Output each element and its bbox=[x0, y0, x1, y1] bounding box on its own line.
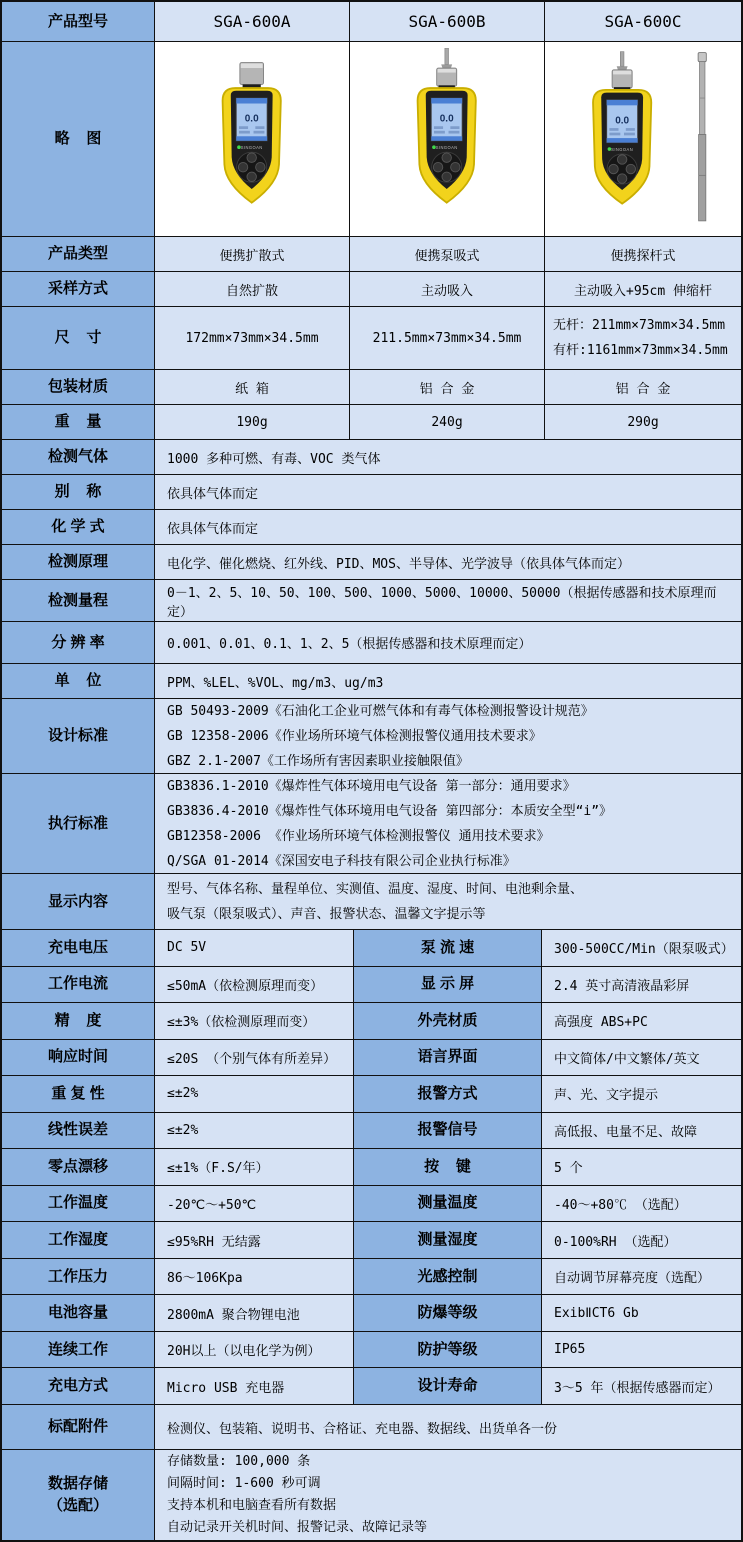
storage-line: 支持本机和电脑查看所有数据 bbox=[167, 1498, 337, 1513]
storage-line: 自动记录开关机时间、报警记录、故障记录等 bbox=[167, 1520, 428, 1535]
label-charging-method: 充电方式 bbox=[2, 1368, 155, 1405]
label-design-standards: 设计标准 bbox=[2, 699, 155, 774]
label-display-content: 显示内容 bbox=[2, 874, 155, 930]
header-model-b: SGA-600B bbox=[350, 2, 545, 42]
value-packaging-b: 铝 合 金 bbox=[350, 370, 545, 405]
row-data-storage bbox=[2, 1450, 741, 1540]
row-charging-method-design-life bbox=[2, 1368, 741, 1405]
label-range: 检测量程 bbox=[2, 580, 155, 622]
device-illustration-sga600a bbox=[188, 48, 315, 230]
label-buttons: 按 键 bbox=[354, 1149, 542, 1186]
label-battery-capacity: 电池容量 bbox=[2, 1295, 155, 1332]
label-display-screen: 显 示 屏 bbox=[354, 967, 542, 1004]
value-charge-voltage: DC 5V bbox=[155, 930, 354, 967]
value-size-b: 211.5mm×73mm×34.5mm bbox=[350, 307, 545, 370]
label-working-pressure: 工作压力 bbox=[2, 1259, 155, 1296]
label-packaging: 包装材质 bbox=[2, 370, 155, 405]
label-measure-humidity: 测量湿度 bbox=[354, 1222, 542, 1259]
header-row bbox=[2, 2, 741, 42]
value-charging-method: Micro USB 充电器 bbox=[155, 1368, 354, 1405]
value-range: 0－1、2、5、10、50、100、500、1000、5000、10000、50000（根据传感器和技术原理而定） bbox=[155, 580, 741, 622]
two-column-spec-section bbox=[2, 930, 741, 1405]
value-pump-flow: 300-500CC/Min（限泵吸式） bbox=[542, 930, 741, 967]
label-working-temp: 工作温度 bbox=[2, 1186, 155, 1223]
label-repeatability: 重 复 性 bbox=[2, 1076, 155, 1113]
value-accuracy: ≤±3%（依检测原理而变） bbox=[155, 1003, 354, 1040]
exec-standard-line: GB12358-2006 《作业场所环境气体检测报警仪 通用技术要求》 bbox=[167, 828, 550, 844]
value-language-ui: 中文简体/中文繁体/英文 bbox=[542, 1040, 741, 1077]
device-illustration-sga600b bbox=[383, 48, 510, 230]
exec-standard-line: GB3836.4-2010《爆炸性气体环境用电气设备 第四部分：本质安全型“i”》 bbox=[167, 803, 613, 819]
label-principle: 检测原理 bbox=[2, 545, 155, 580]
row-product-type bbox=[2, 237, 741, 272]
row-weight bbox=[2, 405, 741, 440]
row-charge-voltage-pump-flow bbox=[2, 930, 741, 967]
label-working-humidity: 工作湿度 bbox=[2, 1222, 155, 1259]
label-continuous-work: 连续工作 bbox=[2, 1332, 155, 1369]
sketch-row bbox=[2, 42, 741, 237]
brand-text: SINGOAN bbox=[611, 146, 634, 152]
value-alias: 依具体气体而定 bbox=[155, 475, 741, 510]
value-resolution: 0.001、0.01、0.1、1、2、5（根据传感器和技术原理而定） bbox=[155, 622, 741, 664]
label-measure-temp: 测量温度 bbox=[354, 1186, 542, 1223]
value-display-screen: 2.4 英寸高清液晶彩屏 bbox=[542, 967, 741, 1004]
label-alarm-signal: 报警信号 bbox=[354, 1113, 542, 1150]
screen-reading: 0.0 bbox=[245, 113, 259, 125]
value-weight-c: 290g bbox=[545, 405, 741, 440]
value-product-type-a: 便携扩散式 bbox=[155, 237, 350, 272]
value-alarm-mode: 声、光、文字提示 bbox=[542, 1076, 741, 1113]
row-accessories bbox=[2, 1405, 741, 1450]
screen-reading: 0.0 bbox=[440, 113, 454, 125]
exec-standard-line: Q/SGA 01-2014《深国安电子科技有限公司企业执行标准》 bbox=[167, 853, 516, 869]
label-linearity-error: 线性误差 bbox=[2, 1113, 155, 1150]
label-size: 尺 寸 bbox=[2, 307, 155, 370]
value-measure-humidity: 0-100%RH （选配） bbox=[542, 1222, 741, 1259]
header-model-c: SGA-600C bbox=[545, 2, 741, 42]
label-data-storage-line1: 数据存储 bbox=[47, 1475, 108, 1492]
design-standard-line: GB 50493-2009《石油化工企业可燃气体和有毒气体检测报警设计规范》 bbox=[167, 703, 594, 719]
row-battery-explosion-rating bbox=[2, 1295, 741, 1332]
value-light-control: 自动调节屏幕亮度（选配） bbox=[542, 1259, 741, 1296]
label-accuracy: 精 度 bbox=[2, 1003, 155, 1040]
value-battery-capacity: 2800mA 聚合物锂电池 bbox=[155, 1295, 354, 1332]
row-formula bbox=[2, 510, 741, 545]
value-principle: 电化学、催化燃烧、红外线、PID、MOS、半导体、光学波导（依具体气体而定） bbox=[155, 545, 741, 580]
label-shell-material: 外壳材质 bbox=[354, 1003, 542, 1040]
value-size-c-line1: 无杆：211mm×73mm×34.5mm bbox=[553, 318, 726, 333]
sketch-label-cell: 略 图 bbox=[2, 42, 155, 237]
value-zero-drift: ≤±1%（F.S/年） bbox=[155, 1149, 354, 1186]
value-design-standards bbox=[155, 699, 741, 774]
screen-reading: 0.0 bbox=[615, 115, 630, 127]
row-zero-drift-buttons bbox=[2, 1149, 741, 1186]
header-label-cell: 产品型号 bbox=[2, 2, 155, 42]
value-continuous-work: 20H以上（以电化学为例） bbox=[155, 1332, 354, 1369]
value-sampling-a: 自然扩散 bbox=[155, 272, 350, 307]
value-size-a: 172mm×73mm×34.5mm bbox=[155, 307, 350, 370]
value-weight-b: 240g bbox=[350, 405, 545, 440]
label-working-current: 工作电流 bbox=[2, 967, 155, 1004]
value-accessories: 检测仪、包装箱、说明书、合格证、充电器、数据线、出货单各一份 bbox=[155, 1405, 741, 1450]
row-sampling bbox=[2, 272, 741, 307]
row-working-temp-measure-temp bbox=[2, 1186, 741, 1223]
row-accuracy-shell bbox=[2, 1003, 741, 1040]
value-response-time: ≤20S （个别气体有所差异） bbox=[155, 1040, 354, 1077]
exec-standard-line: GB3836.1-2010《爆炸性气体环境用电气设备 第一部分：通用要求》 bbox=[167, 778, 576, 794]
value-working-humidity: ≤95%RH 无结露 bbox=[155, 1222, 354, 1259]
value-formula: 依具体气体而定 bbox=[155, 510, 741, 545]
value-exec-standards bbox=[155, 774, 741, 874]
value-display-content bbox=[155, 874, 741, 930]
row-gas bbox=[2, 440, 741, 475]
row-repeatability-alarm-mode bbox=[2, 1076, 741, 1113]
storage-line: 间隔时间: 1-600 秒可调 bbox=[167, 1476, 321, 1491]
label-sampling: 采样方式 bbox=[2, 272, 155, 307]
label-unit: 单 位 bbox=[2, 664, 155, 699]
row-resolution bbox=[2, 622, 741, 664]
value-repeatability: ≤±2% bbox=[155, 1076, 354, 1113]
row-pressure-light-control bbox=[2, 1259, 741, 1296]
value-unit: PPM、%LEL、%VOL、mg/m3、ug/m3 bbox=[155, 664, 741, 699]
label-data-storage-line2: （选配） bbox=[47, 1497, 108, 1514]
label-formula: 化 学 式 bbox=[2, 510, 155, 545]
label-resolution: 分 辨 率 bbox=[2, 622, 155, 664]
display-content-line: 型号、气体名称、量程单位、实测值、温度、湿度、时间、电池剩余量、 bbox=[167, 881, 584, 897]
row-alias bbox=[2, 475, 741, 510]
value-packaging-a: 纸 箱 bbox=[155, 370, 350, 405]
brand-text: SINGOAN bbox=[435, 145, 458, 151]
value-sampling-b: 主动吸入 bbox=[350, 272, 545, 307]
value-size-c-line2: 有杆:1161mm×73mm×34.5mm bbox=[553, 343, 728, 358]
product-image-cell-a bbox=[155, 42, 350, 237]
value-buttons: 5 个 bbox=[542, 1149, 741, 1186]
value-ip-rating: IP65 bbox=[542, 1332, 741, 1369]
label-data-storage bbox=[2, 1450, 155, 1540]
label-alarm-mode: 报警方式 bbox=[354, 1076, 542, 1113]
display-content-line: 吸气泵（限泵吸式）、声音、报警状态、温馨文字提示等 bbox=[167, 906, 486, 922]
row-packaging bbox=[2, 370, 741, 405]
design-standard-line: GBZ 2.1-2007《工作场所有害因素职业接触限值》 bbox=[167, 753, 469, 769]
header-model-a: SGA-600A bbox=[155, 2, 350, 42]
row-principle bbox=[2, 545, 741, 580]
value-working-current: ≤50mA（依检测原理而变） bbox=[155, 967, 354, 1004]
label-product-type: 产品类型 bbox=[2, 237, 155, 272]
product-image-cell-b bbox=[350, 42, 545, 237]
row-design-standards bbox=[2, 699, 741, 774]
label-light-control: 光感控制 bbox=[354, 1259, 542, 1296]
value-data-storage bbox=[155, 1450, 741, 1540]
row-current-screen bbox=[2, 967, 741, 1004]
label-pump-flow: 泵 流 速 bbox=[354, 930, 542, 967]
row-size bbox=[2, 307, 741, 370]
value-measure-temp: -40～+80℃ （选配） bbox=[542, 1186, 741, 1223]
label-alias: 别 称 bbox=[2, 475, 155, 510]
label-ip-rating: 防护等级 bbox=[354, 1332, 542, 1369]
value-sampling-c: 主动吸入+95cm 伸缩杆 bbox=[545, 272, 741, 307]
label-exec-standards: 执行标准 bbox=[2, 774, 155, 874]
pump-probe bbox=[621, 52, 625, 67]
label-explosion-rating: 防爆等级 bbox=[354, 1295, 542, 1332]
value-design-life: 3～5 年（根据传感器而定） bbox=[542, 1368, 741, 1405]
label-gas: 检测气体 bbox=[2, 440, 155, 475]
pump-probe bbox=[445, 48, 449, 64]
row-working-humidity-measure-humidity bbox=[2, 1222, 741, 1259]
value-size-c bbox=[545, 307, 741, 370]
label-design-life: 设计寿命 bbox=[354, 1368, 542, 1405]
value-gas: 1000 多种可燃、有毒、VOC 类气体 bbox=[155, 440, 741, 475]
label-language-ui: 语言界面 bbox=[354, 1040, 542, 1077]
label-charge-voltage: 充电电压 bbox=[2, 930, 155, 967]
value-working-pressure: 86～106Kpa bbox=[155, 1259, 354, 1296]
value-weight-a: 190g bbox=[155, 405, 350, 440]
label-weight: 重 量 bbox=[2, 405, 155, 440]
row-range bbox=[2, 580, 741, 622]
device-illustration-sga600c bbox=[563, 48, 722, 230]
label-response-time: 响应时间 bbox=[2, 1040, 155, 1077]
row-response-language bbox=[2, 1040, 741, 1077]
brand-text: SINGOAN bbox=[240, 145, 263, 151]
value-working-temp: -20℃～+50℃ bbox=[155, 1186, 354, 1223]
storage-line: 存储数量: 100,000 条 bbox=[167, 1454, 311, 1469]
telescopic-rod bbox=[699, 53, 707, 221]
row-unit bbox=[2, 664, 741, 699]
value-packaging-c: 铝 合 金 bbox=[545, 370, 741, 405]
row-display-content bbox=[2, 874, 741, 930]
label-zero-drift: 零点漂移 bbox=[2, 1149, 155, 1186]
value-product-type-c: 便携探杆式 bbox=[545, 237, 741, 272]
design-standard-line: GB 12358-2006《作业场所环境气体检测报警仪通用技术要求》 bbox=[167, 728, 542, 744]
row-continuous-work-ip-rating bbox=[2, 1332, 741, 1369]
value-linearity-error: ≤±2% bbox=[155, 1113, 354, 1150]
value-alarm-signal: 高低报、电量不足、故障 bbox=[542, 1113, 741, 1150]
product-image-cell-c bbox=[545, 42, 741, 237]
value-explosion-rating: ExibⅡCT6 Gb bbox=[542, 1295, 741, 1332]
label-accessories: 标配附件 bbox=[2, 1405, 155, 1450]
value-product-type-b: 便携泵吸式 bbox=[350, 237, 545, 272]
row-exec-standards bbox=[2, 774, 741, 874]
value-shell-material: 高强度 ABS+PC bbox=[542, 1003, 741, 1040]
row-linearity-alarm-signal bbox=[2, 1113, 741, 1150]
